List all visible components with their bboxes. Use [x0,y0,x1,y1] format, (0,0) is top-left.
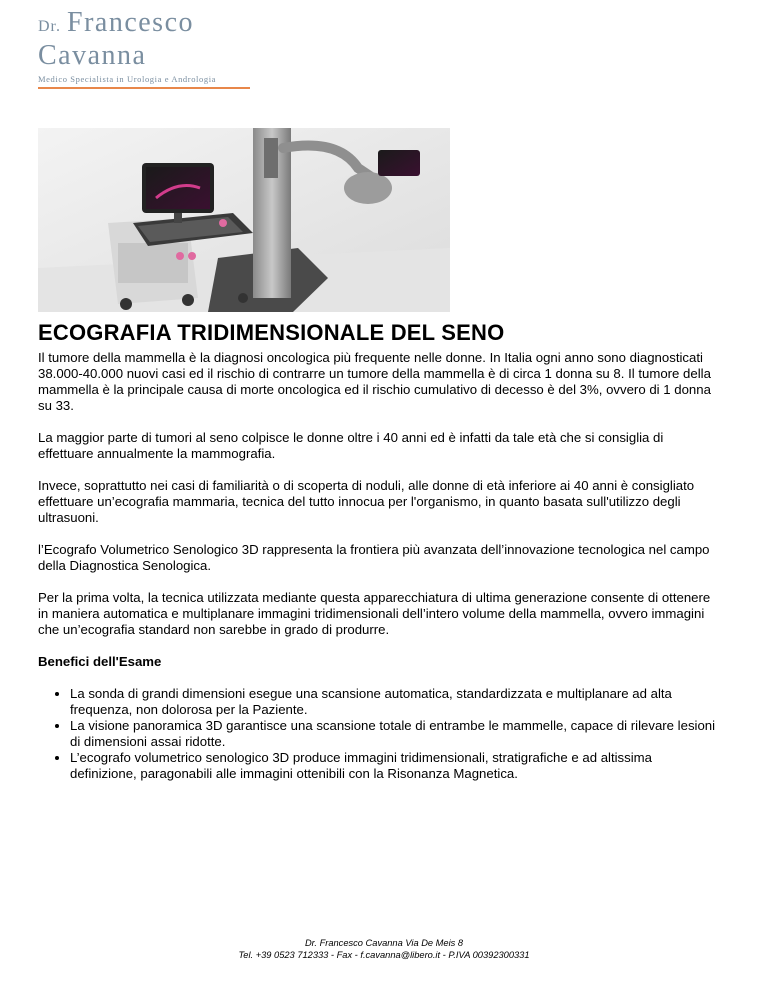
page-title: ECOGRAFIA TRIDIMENSIONALE DEL SENO [38,320,505,345]
list-item: • La visione panoramica 3D garantisce una scansione totale di entrambe le mammelle, capace di rilevare lesioni di dimensioni assai ridotte. [70,718,720,750]
paragraph: La maggior parte di tumori al seno colpisce le donne oltre i 40 anni ed è infatti da tale età che si consiglia di effettuare annualmente la mammografia. [38,430,664,461]
logo-prefix: Dr. [38,18,61,35]
logo-name-first: Francesco [67,7,195,38]
list-item: • La sonda di grandi dimensioni esegue una scansione automatica, standardizzata e multiplanare ad alta frequenza, non dolorosa per la Paziente. [70,686,720,718]
benefits-list [38,686,720,782]
paragraph: Invece, soprattutto nei casi di familiarità o di scoperta di noduli, alle donne di età inferiore ai 40 anni è consigliato effettuare un’ecografia mammaria, tecnica del tutto innocua per l'organismo, in quanto basata sull'utilizzo degli ultrasuoni. [38,478,695,525]
paragraph: Per la prima volta, la tecnica utilizzata mediante questa apparecchiatura di ultima generazione consente di ottenere in maniera automatica e multiplanare immagini tridimensionali dell’intero volume della mammella, ovvero immagini che un’ecografia standard non sarebbe in grado di produrre. [38,590,711,637]
ultrasound-scanner-image [38,128,450,312]
logo [38,8,258,89]
paragraph: Il tumore della mammella è la diagnosi oncologica più frequente nelle donne. In Italia ogni anno sono diagnosticati 38.000-40.000 nuovi casi ed il rischio di contrarre un tumore della mammella è di circa 1 donna su 8. Il tumore della mammella è la principale causa di morte oncologica ed il rischio cumulativo di decesso è del 3%, ovvero di 1 donna su 33. [38,350,711,413]
footer-contacts: Tel. +39 0523 712333 - Fax - f.cavanna@libero.it - P.IVA 00392300331 [238,950,530,960]
logo-subtitle: Medico Specialista in Urologia e Andrologia [38,74,217,84]
logo-name-last: Cavanna [38,40,147,71]
benefits-heading: Benefici dell'Esame [38,654,162,669]
article-body [38,350,720,782]
paragraph: l’Ecografo Volumetrico Senologico 3D rappresenta la frontiera più avanzata dell’innovazione tecnologica nel campo della Diagnostica Senologica. [38,542,710,573]
page-footer [0,937,768,961]
logo-divider [38,87,250,89]
footer-address: Dr. Francesco Cavanna Via De Meis 8 [304,938,464,948]
list-item: • L’ecografo volumetrico senologico 3D produce immagini tridimensionali, stratigrafiche e ad altissima definizione, paragonabili alle immagini ottenibili con la Risonanza Magnetica. [70,750,720,782]
